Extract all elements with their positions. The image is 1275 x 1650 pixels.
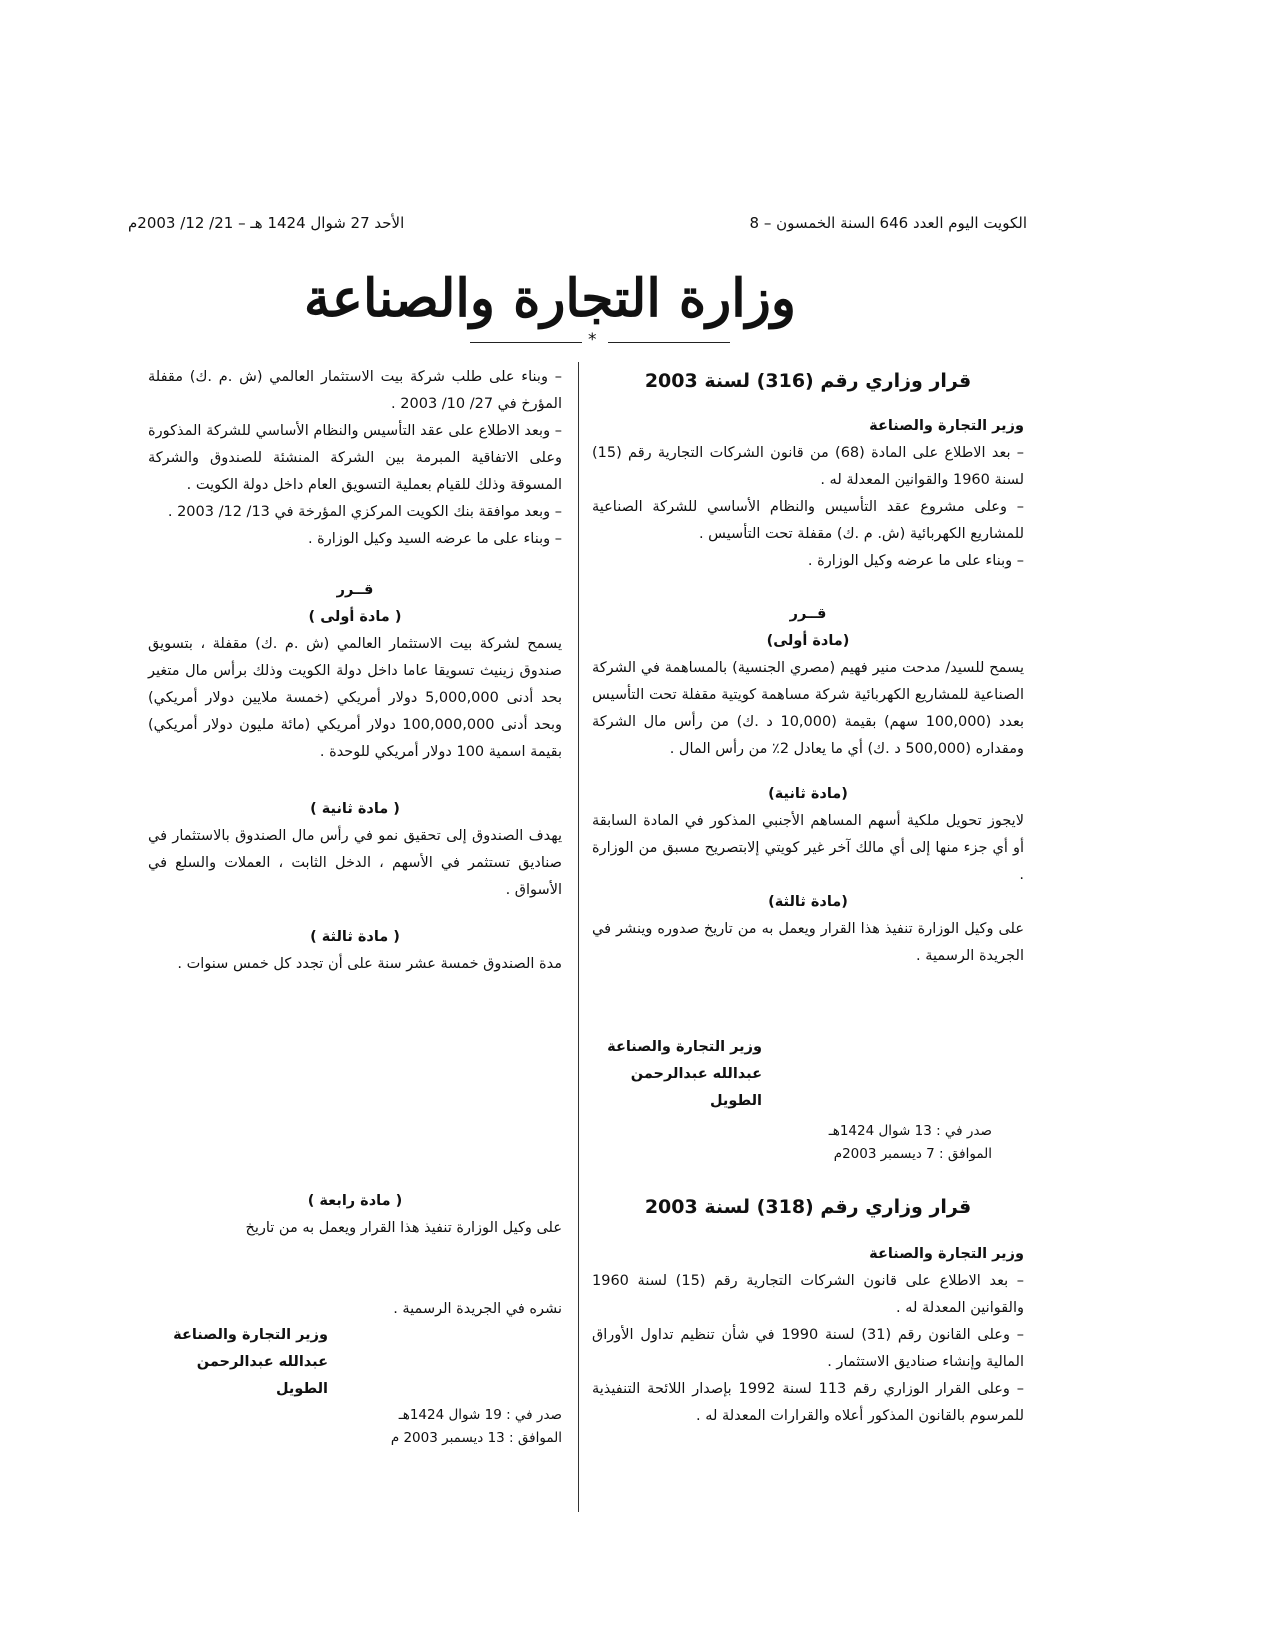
- decision-318-title: قرار وزاري رقم (318) لسنة 2003: [644, 1196, 972, 1218]
- decision-316: [592, 368, 1024, 970]
- decision-316-decided: قــرر: [789, 606, 827, 622]
- decision-318-preamble-2: – وعلى القانون رقم (31) لسنة 1990 في شأن تنظيم تداول الأوراق المالية وإنشاء صناديق الاستثمار .: [592, 1327, 1025, 1370]
- left-preamble-2: – وبعد الاطلاع على عقد التأسيس والنظام الأساسي للشركة المذكورة وعلى الاتفاقية المبرمة بين الشركة المنشئة للصندوق والشركة المسوقة وذلك للقيام بعملية التسويق العام داخل دولة الكويت .: [148, 423, 562, 493]
- left-dates: [380, 1404, 562, 1450]
- left-preamble-1: – وبناء على طلب شركة بيت الاستثمار العالمي (ش .م .ك) مقفلة المؤرخ في 27/ 10/ 2003 .: [148, 369, 562, 412]
- gazette-issue-header: الكويت اليوم العدد 646 السنة الخمسون – 8: [749, 214, 1027, 232]
- left-signature: [148, 1322, 328, 1403]
- decision-318-preamble-1: – بعد الاطلاع على قانون الشركات التجارية رقم (15) لسنة 1960 والقوانين المعدلة له .: [592, 1273, 1024, 1316]
- decision-316-dates: [792, 1120, 992, 1166]
- left-article2: يهدف الصندوق إلى تحقيق نمو في رأس مال الصندوق بالاستثمار في صناديق تستثمر في الأسهم ، الدخل الثابت ، العملات والسلع في الأسواق .: [148, 828, 562, 898]
- decision-316-signature: [592, 1034, 762, 1115]
- ministry-masthead: وزارة التجارة والصناعة: [304, 268, 796, 329]
- signature-name: عبدالله عبدالرحمن الطويل: [630, 1066, 762, 1109]
- decision-316-preamble-1: – بعد الاطلاع على المادة (68) من قانون الشركات التجارية رقم (15) لسنة 1960 والقوانين المعدلة له .: [592, 445, 1024, 488]
- left-decided: قــرر: [336, 582, 374, 598]
- column-divider: [578, 362, 579, 1512]
- decision-316-article3: على وكيل الوزارة تنفيذ هذا القرار ويعمل به من تاريخ صدوره وينشر في الجريدة الرسمية .: [592, 921, 1024, 964]
- signature-title: وزير التجارة والصناعة: [173, 1327, 328, 1343]
- decision-316-article2-title: (مادة ثانية): [768, 786, 848, 802]
- left-preamble-3: – وبعد موافقة بنك الكويت المركزي المؤرخة في 13/ 12/ 2003 .: [167, 504, 562, 520]
- left-article3-title: ( مادة ثالثة ): [310, 929, 400, 945]
- star-icon: *: [588, 330, 597, 350]
- issued-date: صدر في : 19 شوال 1424هـ: [398, 1407, 562, 1423]
- left-article4-cont: نشره في الجريدة الرسمية .: [393, 1301, 562, 1317]
- issued-date: صدر في : 13 شوال 1424هـ: [828, 1123, 992, 1139]
- decision-316-title: قرار وزاري رقم (316) لسنة 2003: [644, 370, 972, 392]
- decision-318-continued: [148, 364, 562, 978]
- left-article4-title: ( مادة رابعة ): [307, 1193, 403, 1209]
- signature-name: عبدالله عبدالرحمن الطويل: [196, 1354, 328, 1397]
- decision-316-preamble-2: – وعلى مشروع عقد التأسيس والنظام الأساسي للشركة الصناعية للمشاريع الكهربائية (ش. م .ك) مقفلة تحت التأسيس .: [592, 499, 1024, 542]
- decision-316-minister: وزير التجارة والصناعة: [869, 418, 1024, 434]
- masthead-ornament: [470, 330, 730, 350]
- left-article1-title: ( مادة أولى ): [308, 609, 402, 625]
- decision-318: [592, 1194, 1024, 1430]
- decision-316-article3-title: (مادة ثالثة): [768, 894, 848, 910]
- left-preamble-4: – وبناء على ما عرضه السيد وكيل الوزارة .: [307, 531, 562, 547]
- left-article1: يسمح لشركة بيت الاستثمار العالمي (ش .م .ك) مقفلة ، بتسويق صندوق زينيث تسويقا عاما داخل دولة الكويت وذلك برأس مال متغير بحد أدنى 5,000,000 دولار أمريكي (خمسة ملايين دولار أمريكي) وبحد أدنى 100,000,000 دولار أمريكي (مائة مليون دولار أمريكي) بقيمة اسمية 100 دولار أمريكي للوحدة .: [148, 636, 563, 760]
- decision-316-article1-title: (مادة أولى): [766, 633, 850, 649]
- signature-title: وزير التجارة والصناعة: [607, 1039, 762, 1055]
- left-article4-block: [148, 1188, 562, 1242]
- decision-316-preamble-3: – وبناء على ما عرضه وكيل الوزارة .: [807, 553, 1024, 569]
- decision-318-preamble-3: – وعلى القرار الوزاري رقم 113 لسنة 1992 بإصدار اللائحة التنفيذية للمرسوم بالقانون المذكور أعلاه والقرارات المعدلة له .: [592, 1381, 1024, 1424]
- left-article4-continued: [340, 1296, 562, 1323]
- left-article4: على وكيل الوزارة تنفيذ هذا القرار ويعمل به من تاريخ: [245, 1220, 562, 1236]
- corresponding-date: الموافق : 7 ديسمبر 2003م: [833, 1146, 992, 1162]
- decision-316-article1: يسمح للسيد/ مدحت منير فهيم (مصري الجنسية) بالمساهمة في الشركة الصناعية للمشاريع الكهربائية شركة مساهمة كويتية مقفلة تحت التأسيس بعدد (100,000 سهم) بقيمة (10,000 د .ك) من رأس مال الشركة ومقداره (500,000 د .ك) أي ما يعادل 2٪ من رأس المال .: [592, 660, 1024, 757]
- left-article3: مدة الصندوق خمسة عشر سنة على أن تجدد كل خمس سنوات .: [177, 956, 562, 972]
- decision-318-minister: وزير التجارة والصناعة: [869, 1246, 1024, 1262]
- left-article2-title: ( مادة ثانية ): [310, 801, 400, 817]
- corresponding-date: الموافق : 13 ديسمبر 2003 م: [390, 1430, 562, 1446]
- gazette-date-header: الأحد 27 شوال 1424 هـ – 21/ 12/ 2003م: [128, 214, 405, 232]
- decision-316-article2: لايجوز تحويل ملكية أسهم المساهم الأجنبي المذكور في المادة السابقة أو أي جزء منها إلى أي مالك آخر غير كويتي إلابتصريح مسبق من الوزارة .: [592, 813, 1024, 883]
